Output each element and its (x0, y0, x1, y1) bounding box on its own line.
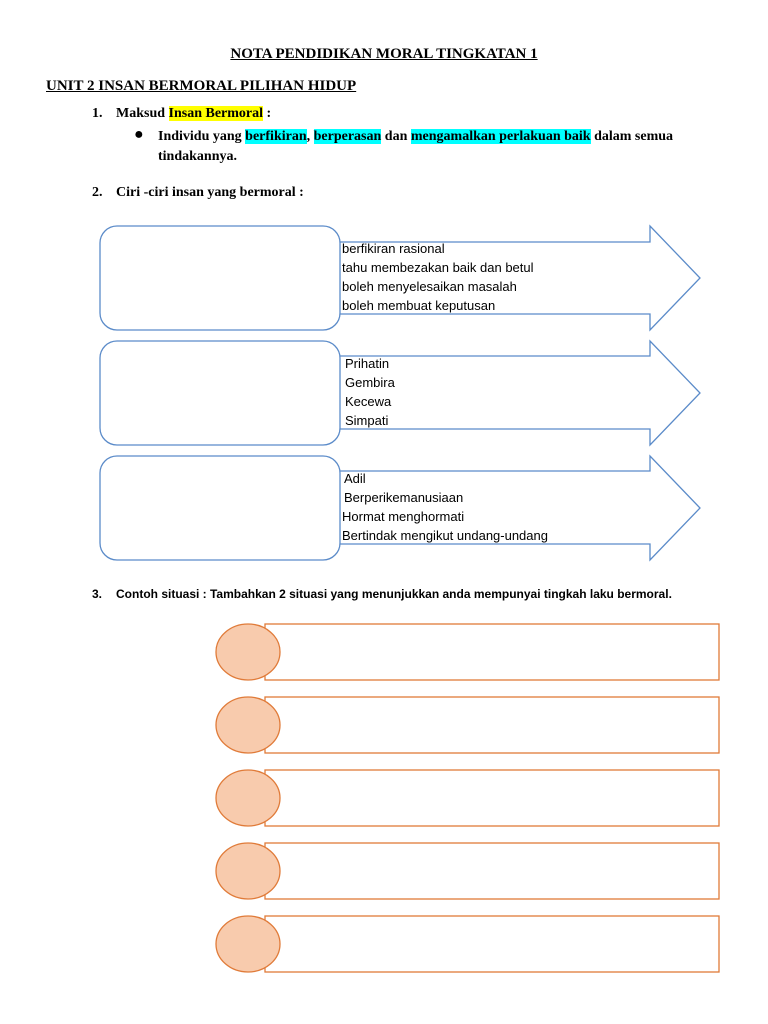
trait-item: Prihatin (345, 356, 390, 371)
definition-text-2: , (306, 129, 314, 144)
definition-text-1: Individu yang (158, 129, 246, 144)
trait-item: Berperikemanusiaan (344, 490, 464, 505)
trait-item: Kecewa (345, 394, 392, 409)
situation-box-5 (265, 916, 719, 972)
definition-highlight-2: berperasan (313, 129, 382, 144)
situation-box-2 (265, 697, 719, 753)
traits-list-1 (342, 239, 534, 315)
trait-item: tahu membezakan baik dan betul (342, 260, 534, 275)
trait-item: boleh menyelesaikan masalah (342, 279, 517, 294)
item-1-highlight: Insan Bermoral (168, 106, 264, 121)
trait-item: Bertindak mengikut undang-undang (342, 528, 548, 543)
item-1-number: 1. (92, 106, 103, 121)
item-2-number: 2. (92, 185, 103, 200)
situation-row-4 (216, 843, 719, 899)
traits-list-2 (345, 354, 395, 430)
definition-highlight-3: mengamalkan perlakuan baik (410, 129, 591, 144)
situation-row-1 (216, 624, 719, 680)
situation-row-3 (216, 770, 719, 826)
traits-list-3 (342, 469, 548, 545)
item-1-label: Maksud (116, 106, 169, 121)
situation-circle-2 (216, 697, 280, 753)
situation-circle-5 (216, 916, 280, 972)
situation-circle-1 (216, 624, 280, 680)
situation-row-5 (216, 916, 719, 972)
situation-circle-4 (216, 843, 280, 899)
item-3-label: Contoh situasi : Tambahkan 2 situasi yang menunjukkan anda mempunyai tingkah laku bermoral. (116, 587, 672, 601)
situation-box-3 (265, 770, 719, 826)
trait-item: Adil (344, 471, 366, 486)
trait-item: Gembira (345, 375, 395, 390)
blank-box-3 (100, 456, 340, 560)
bullet-icon: ● (134, 126, 144, 143)
blank-box-1 (100, 226, 340, 330)
page-title: NOTA PENDIDIKAN MORAL TINGKATAN 1 (230, 46, 538, 62)
definition-text-3: dan (381, 129, 411, 144)
item-1-suffix: : (263, 106, 272, 121)
definition-highlight-1: berfikiran (245, 129, 307, 144)
unit-heading: UNIT 2 INSAN BERMORAL PILIHAN HIDUP (46, 78, 357, 94)
trait-item: berfikiran rasional (342, 241, 445, 256)
situation-row-2 (216, 697, 719, 753)
trait-item: Simpati (345, 413, 389, 428)
situation-box-1 (265, 624, 719, 680)
situation-box-4 (265, 843, 719, 899)
trait-item: Hormat menghormati (342, 509, 465, 524)
item-3 (92, 587, 672, 601)
blank-box-2 (100, 341, 340, 445)
situation-circle-3 (216, 770, 280, 826)
item-2-label: Ciri -ciri insan yang bermoral : (116, 185, 304, 200)
item-3-number: 3. (92, 587, 103, 601)
definition-text-4: dalam semua tindakannya. (158, 129, 674, 164)
trait-item: boleh membuat keputusan (342, 298, 496, 313)
